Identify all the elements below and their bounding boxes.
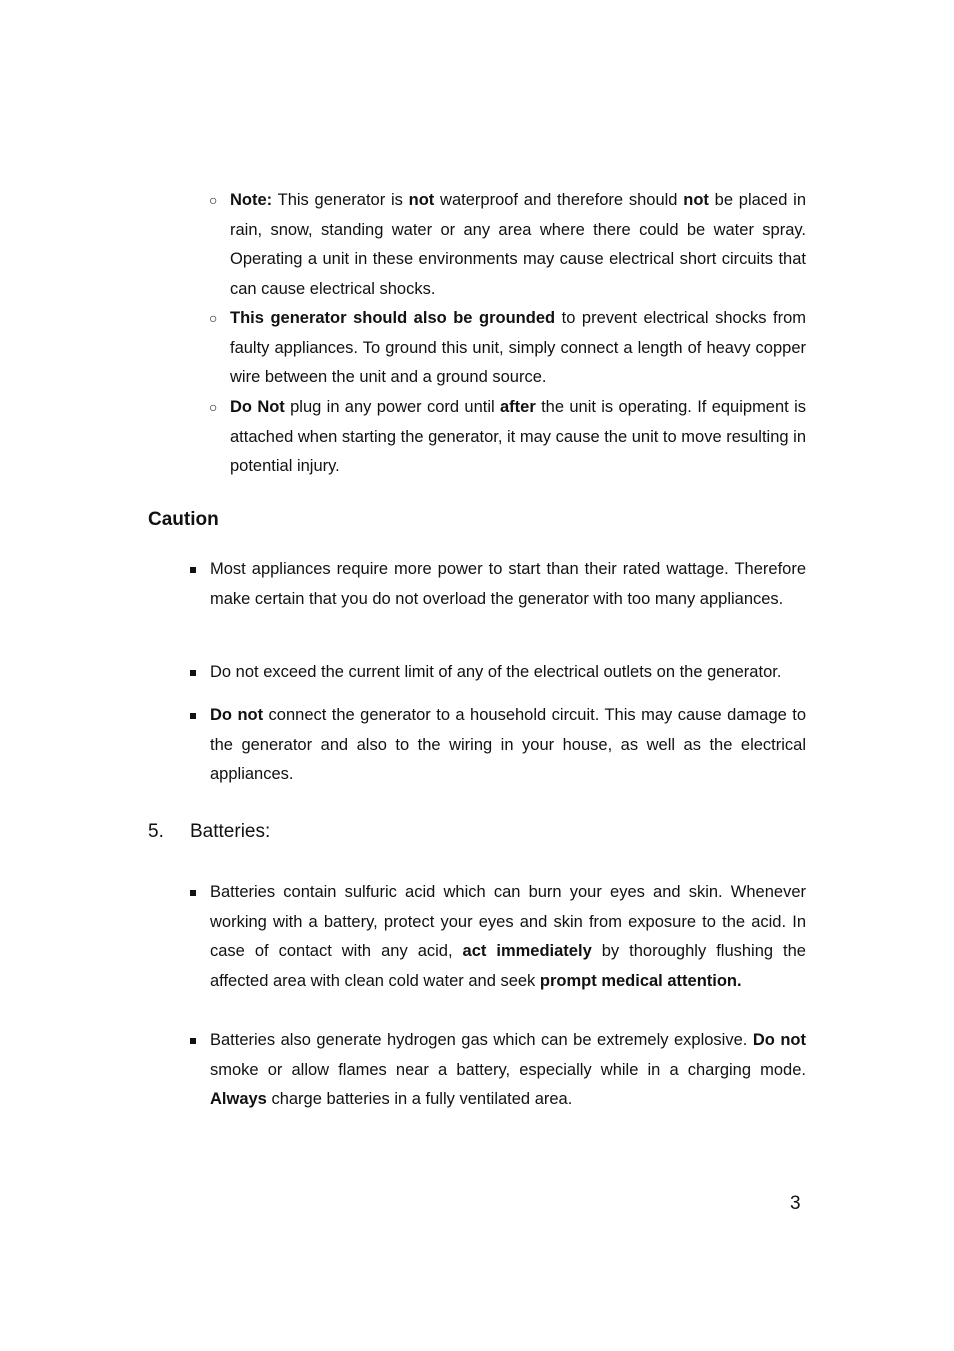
batteries-text [210, 878, 806, 996]
square-bullet-icon [190, 1038, 196, 1044]
batteries-item [210, 878, 806, 996]
caution-item [210, 658, 840, 688]
note-text [230, 304, 806, 393]
bold-text-run: Always [210, 1090, 267, 1108]
text-run: plug in any power cord until [284, 398, 500, 416]
bold-text-run: not [683, 191, 709, 209]
bold-text-run: act immediately [462, 942, 592, 960]
text-run: connect the generator to a household circuit. This may cause damage to the generator and also to the wiring in your house, as well as the electrical appliances. [210, 706, 806, 783]
text-run: Do not exceed the current limit of any of the electrical outlets on the generator. [210, 663, 782, 681]
text-run: Batteries contain sulfuric acid which can burn your eyes and skin. Whenever working with a battery, protect your eyes and skin from exposure to the acid. In case of contact with any acid, [210, 883, 806, 960]
note-text [230, 393, 806, 482]
page-number: 3 [790, 1193, 801, 1214]
bold-text-run: Do not [210, 706, 264, 724]
square-bullet-icon [190, 670, 196, 676]
batteries-item [210, 1026, 806, 1115]
circle-bullet-icon: ○ [209, 399, 218, 415]
bold-text-run: Note: [230, 191, 273, 209]
caution-item [210, 701, 806, 790]
caution-text [210, 555, 806, 614]
text-run: smoke or allow flames near a battery, especially while in a charging mode. [210, 1060, 806, 1079]
bold-text-run: Do Not [230, 398, 285, 416]
text-run: waterproof and therefore should [434, 191, 684, 209]
batteries-text [210, 1026, 806, 1115]
square-bullet-icon [190, 890, 196, 896]
bold-text-run: after [500, 398, 536, 416]
text-run: the unit is operating. If equipment is attached when starting the generator, it may cause the unit to move resulting in potential injury. [230, 398, 807, 475]
bold-text-run: Do not [752, 1031, 806, 1049]
bold-text-run: not [408, 191, 435, 209]
text-run: Batteries also generate hydrogen gas which can be extremely explosive. [210, 1031, 753, 1049]
caution-text [210, 701, 806, 790]
text-run: be placed in rain, snow, standing water or any area where there could be water spray. Operating a unit in these environments may cause electrical short circuits that can cause electrical shocks. [230, 191, 806, 298]
caution-heading: Caution [148, 509, 219, 530]
note-item [209, 304, 806, 393]
circle-bullet-icon: ○ [209, 310, 218, 326]
square-bullet-icon [190, 713, 196, 719]
batteries-heading: Batteries: [190, 821, 271, 842]
circle-bullet-icon: ○ [209, 192, 218, 208]
text-run: Most appliances require more power to start than their rated wattage. Therefore make certain that you do not overload the generator with too many appliances. [210, 560, 806, 608]
caution-text [210, 658, 840, 688]
text-run: to prevent electrical shocks from faulty appliances. To ground this unit, simply connect a length of heavy copper wire between the unit and a ground source. [230, 309, 806, 386]
square-bullet-icon [190, 567, 196, 573]
text-run: by thoroughly flushing the affected area with clean cold water and seek [210, 942, 806, 990]
caution-item [210, 555, 806, 614]
bold-text-run: prompt medical attention. [539, 971, 742, 990]
text-run: charge batteries in a fully ventilated area. [266, 1090, 573, 1108]
bold-text-run: This generator should also be grounded [230, 309, 556, 327]
note-item [209, 186, 806, 304]
note-text [230, 186, 806, 304]
section-number: 5. [148, 821, 164, 842]
note-item [209, 393, 807, 482]
text-run: This generator is [272, 191, 409, 209]
